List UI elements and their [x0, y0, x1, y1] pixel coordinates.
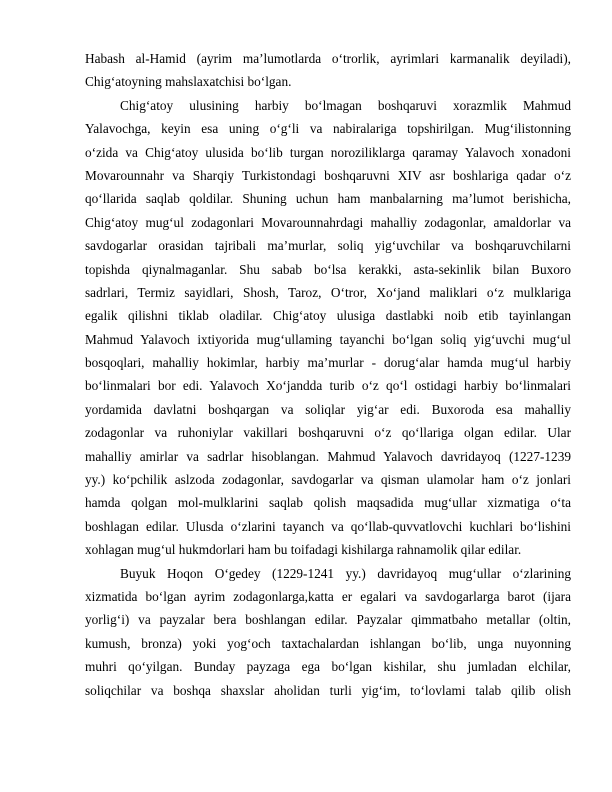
text-line: Chig‘atoyning mahslaxatchisi bo‘lgan. — [85, 74, 292, 90]
paragraph-3 — [85, 562, 571, 702]
text-line: Chig‘atoy ulusining harbiy bo‘lmagan boshqaruvi xorazmlik Mahmud — [120, 97, 571, 113]
text-line: yorlig‘i) va payzalar bera boshlangan edilar. Payzalar qimmatbaho metallar (oltin, — [85, 612, 571, 628]
body-text — [85, 47, 571, 702]
text-line: mahalliy amirlar va sadrlar hisoblangan. Mahmud Yalavoch davridayoq (1227-1239 — [85, 448, 571, 464]
text-line: o‘zida va Chig‘atoy ulusida bo‘lib turgan noroziliklarga qaramay Yalavoch xonadoni — [85, 144, 571, 160]
text-line: yy.) ko‘pchilik aslzoda zodagonlar, savdogarlar va qisman ulamolar ham o‘z jonlari — [85, 472, 571, 488]
text-line: boshlagan edilar. Ulusda o‘zlarini tayanch va qo‘llab-quvvatlovchi kuchlari bo‘lishini — [85, 518, 571, 534]
text-line: Buyuk Hoqon O‘gedey (1229-1241 yy.) davridayoq mug‘ullar o‘zlarining — [120, 565, 571, 581]
text-line: yordamida davlatni boshqargan va soliqlar yig‘ar edi. Buxoroda esa mahalliy — [85, 401, 571, 417]
text-line: bosqoqlari, mahalliy hokimlar, harbiy ma’murlar - dorug‘alar hamda mug‘ul harbiy — [85, 355, 571, 371]
text-line: bo‘linmalari bor edi. Yalavoch Xo‘jandda turib o‘z qo‘l ostidagi harbiy bo‘linmalari — [85, 378, 571, 394]
text-line: xizmatida bo‘lgan ayrim zodagonlarga,katta er egalari va savdogarlarga barot (ijara — [85, 588, 571, 604]
text-line: topishda qiynalmaganlar. Shu sabab bo‘lsa kerakki, asta-sekinlik bilan Buxoro — [85, 261, 571, 277]
paragraph-1 — [85, 47, 571, 94]
text-line: zodagonlar va ruhoniylar vakillari boshqaruvni o‘z qo‘llariga olgan edilar. Ular — [85, 425, 571, 441]
text-line: xohlagan mug‘ul hukmdorlari ham bu toifadagi kishilarga rahnamolik qilar edilar. — [85, 542, 522, 558]
paragraph-2 — [85, 94, 571, 562]
text-line: soliqchilar va boshqa shaxslar aholidan turli yig‘im, to‘lovlami talab qilib olish — [85, 682, 571, 698]
text-line: Yalavochga, keyin esa uning o‘g‘li va nabiralariga topshirilgan. Mug‘ilistonning — [85, 121, 571, 137]
text-line: egalik qilishni tiklab oladilar. Chig‘atoy ulusiga dastlabki noib etib tayinlangan — [85, 308, 571, 324]
text-line: Mahmud Yalavoch ixtiyorida mug‘ullaming tayanchi bo‘lgan soliq yig‘uvchi mug‘ul — [85, 331, 571, 347]
text-line: Chig‘atoy mug‘ul zodagonlari Movarounnahrdagi mahalliy zodagonlar, amaldorlar va — [85, 214, 571, 230]
text-line: Movarounnahr va Sharqiy Turkistondagi boshqaruvni XIV asr boshlariga qadar o‘z — [85, 167, 571, 183]
text-line: kumush, bronza) yoki yog‘och taxtachalardan ishlangan bo‘lib, unga nuyonning — [85, 635, 571, 651]
text-line: Habash al-Hamid (ayrim ma’lumotlarda o‘trorlik, ayrimlari karmanalik deyiladi), — [85, 51, 571, 66]
text-line: hamda qolgan mol-mulklarini saqlab qolish maqsadida mug‘ullar xizmatiga o‘ta — [85, 495, 571, 511]
text-line: sadrlari, Termiz sayidlari, Shosh, Taroz, O‘tror, Xo‘jand maliklari o‘z mulklariga — [85, 284, 571, 300]
text-line: savdogarlar orasidan tajribali ma’murlar, soliq yig‘uvchilar va boshqaruvchilarni — [85, 238, 571, 254]
text-line: qo‘llarida saqlab qoldilar. Shuning uchun ham manbalarning ma’lumot berishicha, — [85, 191, 571, 207]
text-line: muhri qo‘yilgan. Bunday payzaga ega bo‘lgan kishilar, shu jumladan elchilar, — [85, 659, 571, 675]
